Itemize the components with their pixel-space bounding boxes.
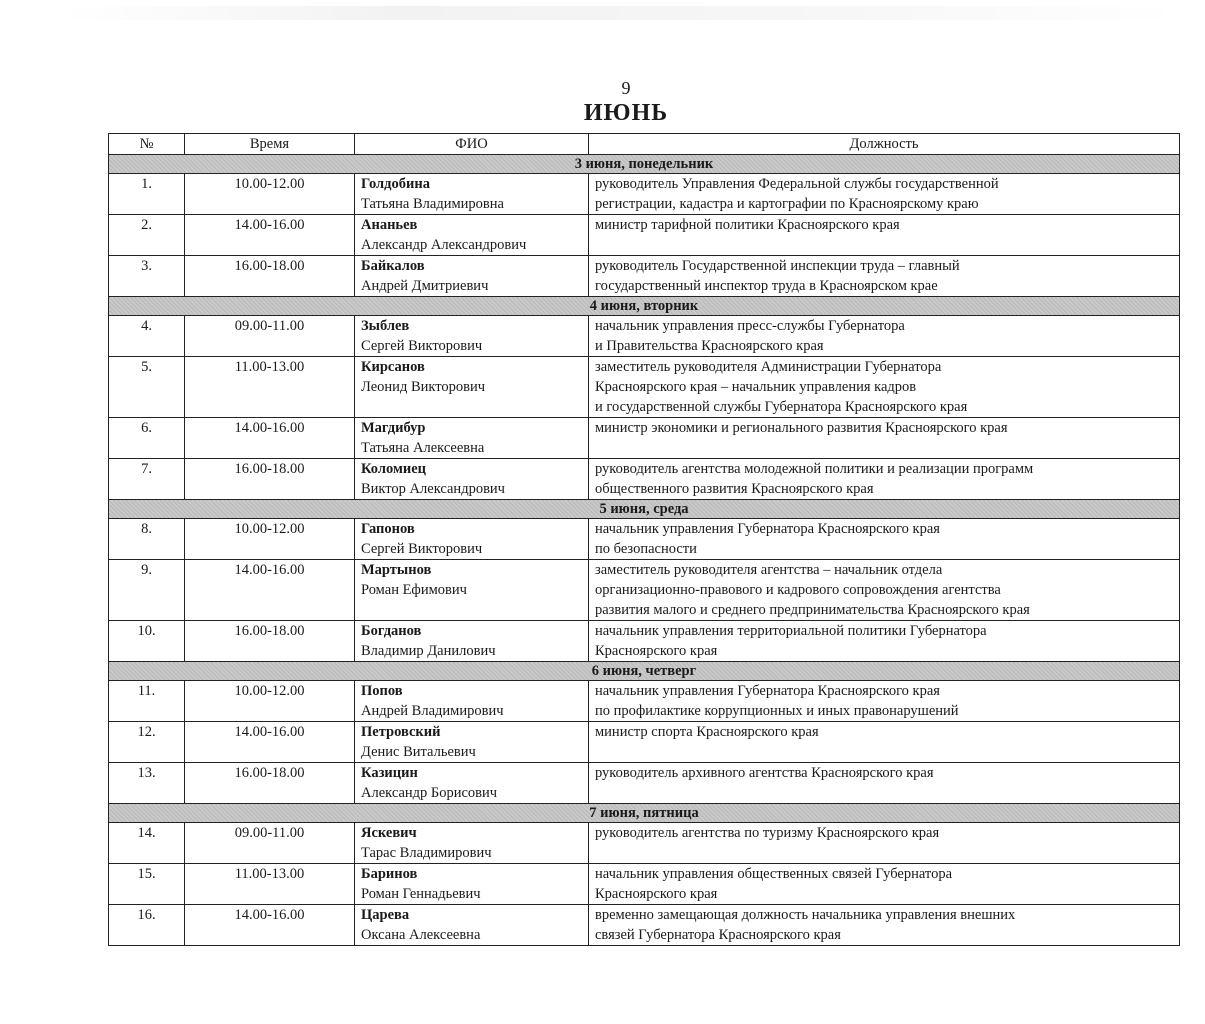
month-title: ИЮНЬ (583, 100, 669, 126)
table-row (109, 823, 1180, 864)
given-names: Роман Ефимович (361, 582, 467, 598)
table-row (109, 316, 1180, 357)
position-line: временно замещающая должность начальника управления внешних (595, 907, 1016, 923)
position-line: Красноярского края – начальник управления кадров (595, 379, 917, 395)
given-names: Сергей Викторович (361, 338, 483, 354)
schedule-body (109, 155, 1180, 946)
surname: Попов (361, 683, 403, 699)
position-line: руководитель Государственной инспекции труда – главный (595, 258, 960, 274)
position-line: регистрации, кадастра и картографии по Красноярскому краю (595, 196, 979, 212)
header-time: Время (185, 134, 355, 155)
table-row (109, 722, 1180, 763)
table-row (109, 763, 1180, 804)
position-line: Красноярского края (595, 643, 718, 659)
table-row (109, 174, 1180, 215)
surname: Магдибур (361, 420, 426, 436)
row-number: 12. (109, 722, 185, 763)
day-header-row (109, 662, 1180, 681)
given-names: Александр Александрович (361, 237, 527, 253)
row-number: 6. (109, 418, 185, 459)
row-time: 09.00-11.00 (185, 316, 355, 357)
day-header: 7 июня, пятница (109, 804, 1180, 823)
row-time: 11.00-13.00 (185, 357, 355, 418)
position-line: заместитель руководителя Администрации Губернатора (595, 359, 942, 375)
surname: Ананьев (361, 217, 418, 233)
row-position (589, 722, 1180, 763)
row-time: 16.00-18.00 (185, 459, 355, 500)
table-row (109, 905, 1180, 946)
given-names: Владимир Данилович (361, 643, 496, 659)
position-line: начальник управления Губернатора Красноярского края (595, 683, 940, 699)
position-line: начальник управления общественных связей Губернатора (595, 866, 953, 882)
surname: Кирсанов (361, 359, 425, 375)
surname: Яскевич (361, 825, 417, 841)
row-number: 5. (109, 357, 185, 418)
row-time: 14.00-16.00 (185, 905, 355, 946)
row-full-name (355, 560, 589, 621)
row-number: 4. (109, 316, 185, 357)
row-position (589, 215, 1180, 256)
given-names: Тарас Владимирович (361, 845, 492, 861)
row-time: 16.00-18.00 (185, 763, 355, 804)
position-line: и государственной службы Губернатора Красноярского края (595, 399, 968, 415)
row-full-name (355, 316, 589, 357)
row-full-name (355, 681, 589, 722)
row-position (589, 174, 1180, 215)
table-row (109, 357, 1180, 418)
row-number: 9. (109, 560, 185, 621)
schedule-table (108, 133, 1180, 946)
row-number: 16. (109, 905, 185, 946)
row-position (589, 560, 1180, 621)
surname: Мартынов (361, 562, 432, 578)
table-row (109, 459, 1180, 500)
table-row (109, 215, 1180, 256)
position-line: связей Губернатора Красноярского края (595, 927, 841, 943)
row-number: 8. (109, 519, 185, 560)
position-line: руководитель Управления Федеральной службы государственной (595, 176, 999, 192)
row-position (589, 357, 1180, 418)
table-row (109, 519, 1180, 560)
header-position: Должность (589, 134, 1180, 155)
surname: Казицин (361, 765, 418, 781)
row-full-name (355, 519, 589, 560)
day-header: 4 июня, вторник (109, 297, 1180, 316)
position-line: руководитель агентства молодежной политики и реализации программ (595, 461, 1034, 477)
given-names: Роман Геннадьевич (361, 886, 481, 902)
given-names: Александр Борисович (361, 785, 498, 801)
position-line: Красноярского края (595, 886, 718, 902)
row-time: 10.00-12.00 (185, 519, 355, 560)
row-time: 11.00-13.00 (185, 864, 355, 905)
table-row (109, 681, 1180, 722)
surname: Байкалов (361, 258, 425, 274)
surname: Царева (361, 907, 410, 923)
surname: Баринов (361, 866, 418, 882)
given-names: Денис Витальевич (361, 744, 476, 760)
position-line: и Правительства Красноярского края (595, 338, 824, 354)
table-row (109, 418, 1180, 459)
row-position (589, 256, 1180, 297)
row-full-name (355, 823, 589, 864)
position-line: развития малого и среднего предпринимательства Красноярского края (595, 602, 1030, 618)
position-line: министр тарифной политики Красноярского края (595, 217, 900, 233)
row-position (589, 621, 1180, 662)
row-number: 11. (109, 681, 185, 722)
day-header: 3 июня, понедельник (109, 155, 1180, 174)
row-full-name (355, 722, 589, 763)
position-line: по безопасности (595, 541, 697, 557)
row-time: 09.00-11.00 (185, 823, 355, 864)
row-number: 3. (109, 256, 185, 297)
position-line: заместитель руководителя агентства – начальник отдела (595, 562, 943, 578)
position-line: руководитель архивного агентства Красноярского края (595, 765, 934, 781)
header-name: ФИО (355, 134, 589, 155)
header-num: № (109, 134, 185, 155)
row-number: 1. (109, 174, 185, 215)
row-number: 10. (109, 621, 185, 662)
given-names: Оксана Алексеевна (361, 927, 481, 943)
day-header: 6 июня, четверг (109, 662, 1180, 681)
row-time: 14.00-16.00 (185, 722, 355, 763)
row-time: 16.00-18.00 (185, 621, 355, 662)
row-full-name (355, 763, 589, 804)
page-number: 9 (621, 78, 631, 98)
row-full-name (355, 621, 589, 662)
row-time: 10.00-12.00 (185, 174, 355, 215)
row-position (589, 763, 1180, 804)
row-position (589, 905, 1180, 946)
row-position (589, 459, 1180, 500)
position-line: министр спорта Красноярского края (595, 724, 819, 740)
row-position (589, 823, 1180, 864)
row-time: 14.00-16.00 (185, 418, 355, 459)
row-time: 16.00-18.00 (185, 256, 355, 297)
day-header-row (109, 804, 1180, 823)
header-row (109, 134, 1180, 155)
table-row (109, 256, 1180, 297)
day-header: 5 июня, среда (109, 500, 1180, 519)
row-time: 14.00-16.00 (185, 560, 355, 621)
table-row (109, 864, 1180, 905)
position-line: начальник управления пресс-службы Губернатора (595, 318, 905, 334)
day-header-row (109, 155, 1180, 174)
row-full-name (355, 256, 589, 297)
surname: Коломиец (361, 461, 426, 477)
row-number: 15. (109, 864, 185, 905)
row-number: 7. (109, 459, 185, 500)
position-line: государственный инспектор труда в Красноярском крае (595, 278, 938, 294)
surname: Гапонов (361, 521, 415, 537)
row-full-name (355, 215, 589, 256)
table-row (109, 560, 1180, 621)
row-full-name (355, 174, 589, 215)
row-number: 2. (109, 215, 185, 256)
surname: Богданов (361, 623, 422, 639)
position-line: начальник управления территориальной политики Губернатора (595, 623, 987, 639)
day-header-row (109, 500, 1180, 519)
table-row (109, 621, 1180, 662)
position-line: руководитель агентства по туризму Красноярского края (595, 825, 940, 841)
position-line: организационно-правового и кадрового сопровождения агентства (595, 582, 1001, 598)
position-line: по профилактике коррупционных и иных правонарушений (595, 703, 959, 719)
row-full-name (355, 905, 589, 946)
scan-shadow (60, 6, 1185, 20)
surname: Зыблев (361, 318, 410, 334)
row-full-name (355, 459, 589, 500)
row-position (589, 316, 1180, 357)
position-line: начальник управления Губернатора Красноярского края (595, 521, 940, 537)
position-line: общественного развития Красноярского края (595, 481, 874, 497)
given-names: Сергей Викторович (361, 541, 483, 557)
row-time: 14.00-16.00 (185, 215, 355, 256)
surname: Голдобина (361, 176, 430, 192)
given-names: Татьяна Алексеевна (361, 440, 485, 456)
given-names: Андрей Дмитриевич (361, 278, 489, 294)
row-full-name (355, 418, 589, 459)
row-position (589, 418, 1180, 459)
row-number: 13. (109, 763, 185, 804)
row-time: 10.00-12.00 (185, 681, 355, 722)
given-names: Татьяна Владимировна (361, 196, 504, 212)
surname: Петровский (361, 724, 441, 740)
day-header-row (109, 297, 1180, 316)
row-full-name (355, 864, 589, 905)
row-number: 14. (109, 823, 185, 864)
given-names: Виктор Александрович (361, 481, 505, 497)
given-names: Леонид Викторович (361, 379, 486, 395)
row-full-name (355, 357, 589, 418)
row-position (589, 519, 1180, 560)
position-line: министр экономики и регионального развития Красноярского края (595, 420, 1008, 436)
row-position (589, 864, 1180, 905)
row-position (589, 681, 1180, 722)
given-names: Андрей Владимирович (361, 703, 504, 719)
